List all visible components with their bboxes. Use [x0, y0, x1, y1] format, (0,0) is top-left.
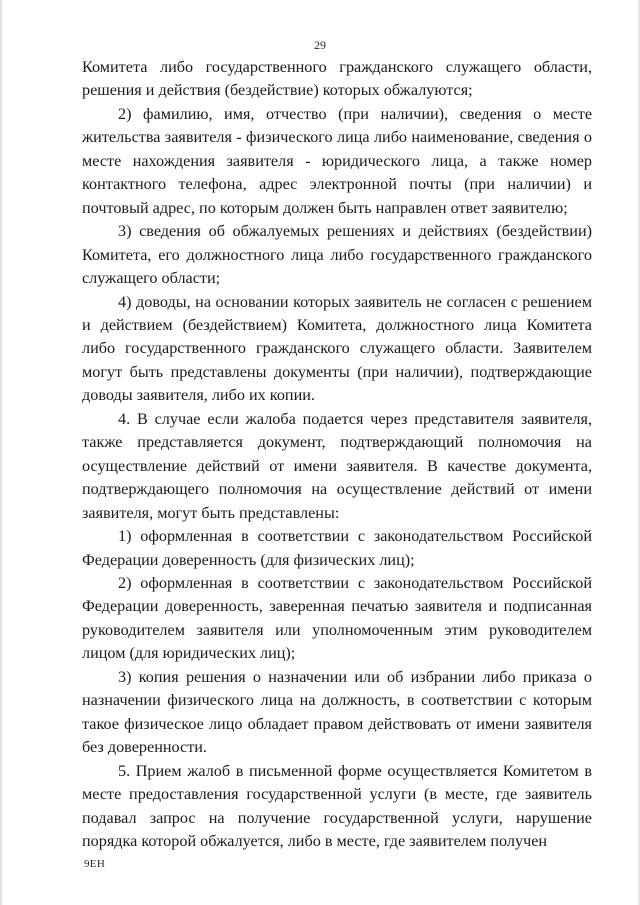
paragraph-item-2: 2) фамилию, имя, отчество (при наличии), сведения о месте жительства заявителя - физического лица либо наименование, сведения о месте нахождения заявителя - юридического лица, а также номер контактного телефона, адрес электронной почты (при наличии) и почтовый адрес, по которым должен быть направлен ответ заявителю;	[82, 104, 592, 217]
paragraph-section-5: 5. Прием жалоб в письменной форме осуществляется Комитетом в месте предоставления государственной услуги (в месте, где заявитель подавал запрос на получение государственной услуги, нарушение порядка которой обжалуется, либо в месте, где заявителем получен	[82, 761, 592, 850]
paragraph-continuation: Комитета либо государственного гражданского служащего области, решения и действия (бездействие) которых обжалуются;	[82, 58, 592, 100]
paragraph-sub-item-2: 2) оформленная в соответствии с законодательством Российской Федерации доверенность, заверенная печатью заявителя и подписанная руководителем заявителя или уполномоченным этим руководителем лицом (для юридических лиц);	[82, 573, 592, 663]
footer-code: 9ЕН	[84, 858, 106, 870]
paragraph-sub-item-3: 3) копия решения о назначении или об избрании либо приказа о назначении физического лица на должность, в соответствии с которым такое физическое лицо обладает правом действовать от имени заявителя без доверенности.	[82, 667, 592, 757]
paragraph-item-3: 3) сведения об обжалуемых решениях и действиях (бездействии) Комитета, его должностного лица либо государственного гражданского служащего области;	[82, 222, 592, 288]
paragraph-sub-item-1: 1) оформленная в соответствии с законодательством Российской Федерации доверенность (для физических лиц);	[82, 527, 592, 569]
paragraph-section-4: 4. В случае если жалоба подается через представителя заявителя, также представляется документ, подтверждающий полномочия на осуществление действий от имени заявителя. В качестве документа, подтверждающего полномочия на осуществление действий от имени заявителя, могут быть представлены:	[82, 409, 592, 522]
scan-edge-left	[0, 0, 3, 905]
paragraph-item-4: 4) доводы, на основании которых заявитель не согласен с решением и действием (бездействием) Комитета, должностного лица Комитета либо государственного гражданского служащего области. Заявителем могут быть представлены документы (при наличии), подтверждающие доводы заявителя, либо их копии.	[82, 292, 592, 405]
page-number: 29	[314, 38, 326, 52]
document-body	[82, 56, 592, 853]
